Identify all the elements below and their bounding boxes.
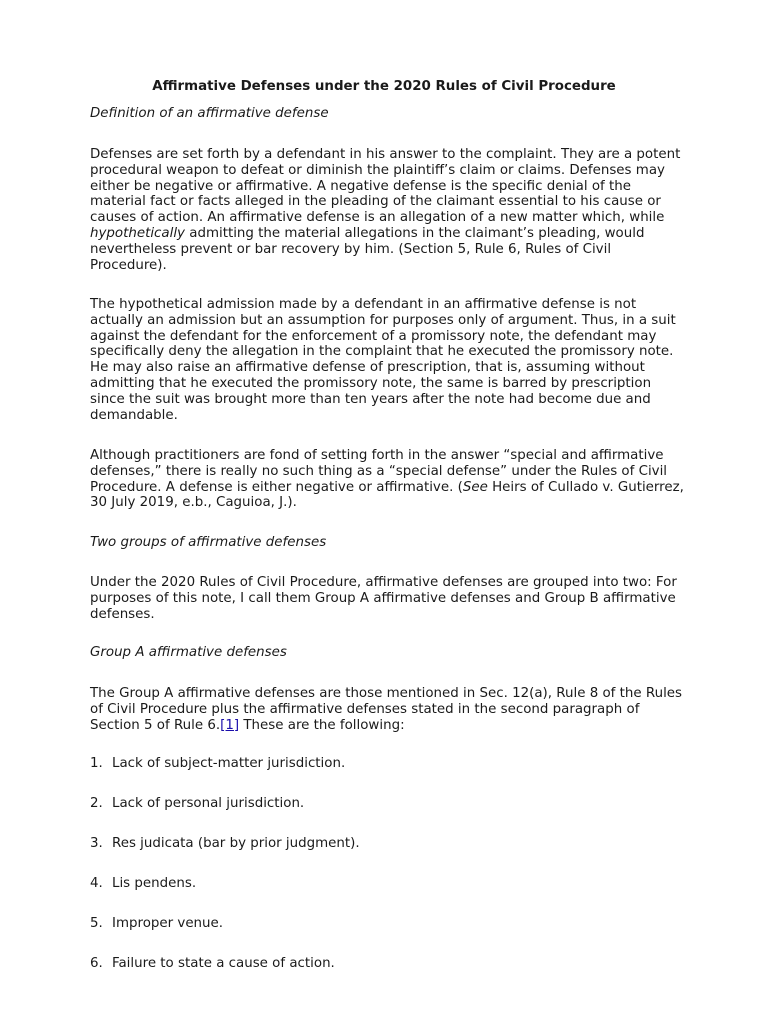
paragraph-special-defenses <box>90 448 690 511</box>
list-number: 3. <box>90 836 103 851</box>
emphasis-text: hypothetically <box>90 225 185 241</box>
section-heading-two-groups: Two groups of affirmative defenses <box>90 535 327 550</box>
list-text: Failure to state a cause of action. <box>112 956 335 971</box>
list-number: 4. <box>90 876 103 891</box>
list-number: 1. <box>90 756 103 771</box>
paragraph-definition <box>90 147 690 273</box>
list-text: Improper venue. <box>112 916 224 931</box>
paragraph-text: Defenses are set forth by a defendant in his answer to the complaint. They are a potent procedural weapon to defeat or diminish the plaintiff’s claim or claims. Defenses may either be negative or affirmative. A negative defense is the specific denial of the material fact or facts alleged in the pleading of the claimant essential to his cause or causes of action. An affirmative defense is an allegation of a new matter which, while <box>90 147 681 226</box>
list-item <box>90 835 360 853</box>
list-number: 2. <box>90 796 103 811</box>
paragraph-group-a <box>90 686 690 733</box>
list-item <box>90 795 304 813</box>
list-number: 5. <box>90 916 103 931</box>
paragraph-text: admitting the material allegations in the claimant’s pleading, would nevertheless prevent or bar recovery by him. (Section 5, Rule 6, Rules of Civil Procedure). <box>90 225 645 273</box>
list-text: Res judicata (bar by prior judgment). <box>112 836 360 851</box>
paragraph-text: The Group A affirmative defenses are those mentioned in Sec. 12(a), Rule 8 of the Rules of Civil Procedure plus the affirmative defenses stated in the second paragraph of Section 5 of Rule 6. <box>90 686 682 733</box>
paragraph-text: These are the following: <box>239 717 405 733</box>
list-item <box>90 915 223 933</box>
document-title: Affirmative Defenses under the 2020 Rules of Civil Procedure <box>152 79 616 94</box>
section-heading-definition: Definition of an affirmative defense <box>90 106 329 121</box>
list-text: Lack of subject-matter jurisdiction. <box>112 756 346 771</box>
list-number: 6. <box>90 956 103 971</box>
list-text: Lack of personal jurisdiction. <box>112 796 305 811</box>
paragraph-text: Heirs of Cullado v. Gutierrez, 30 July 2019, e.b., Caguioa, J.). <box>90 479 684 511</box>
paragraph-two-groups: Under the 2020 Rules of Civil Procedure, affirmative defenses are grouped into two: For purposes of this note, I call them Group A affirmative defenses and Group B affirmative defenses. <box>90 575 677 622</box>
list-item <box>90 875 196 893</box>
emphasis-text: See <box>462 479 488 495</box>
list-item <box>90 755 345 773</box>
section-heading-group-a: Group A affirmative defenses <box>90 645 287 660</box>
list-item <box>90 955 335 973</box>
footnote-link[interactable]: [1] <box>220 717 240 733</box>
paragraph-text: Although practitioners are fond of setting forth in the answer “special and affirmative defenses,” there is really no such thing as a “special defense” under the Rules of Civil Procedure. A defense is either negative or affirmative. ( <box>90 448 668 495</box>
list-text: Lis pendens. <box>112 876 197 891</box>
paragraph-hypothetical-admission: The hypothetical admission made by a defendant in an affirmative defense is not actually an admission but an assumption for purposes only of argument. Thus, in a suit against the defendant for the enforcement of a promissory note, the defendant may specifically deny the allegation in the complaint that he executed the promissory note. He may also raise an affirmative defense of prescription, that is, assuming without admitting that he executed the promissory note, the same is barred by prescription since the suit was brought more than ten years after the note had become due and demandable. <box>90 297 676 423</box>
